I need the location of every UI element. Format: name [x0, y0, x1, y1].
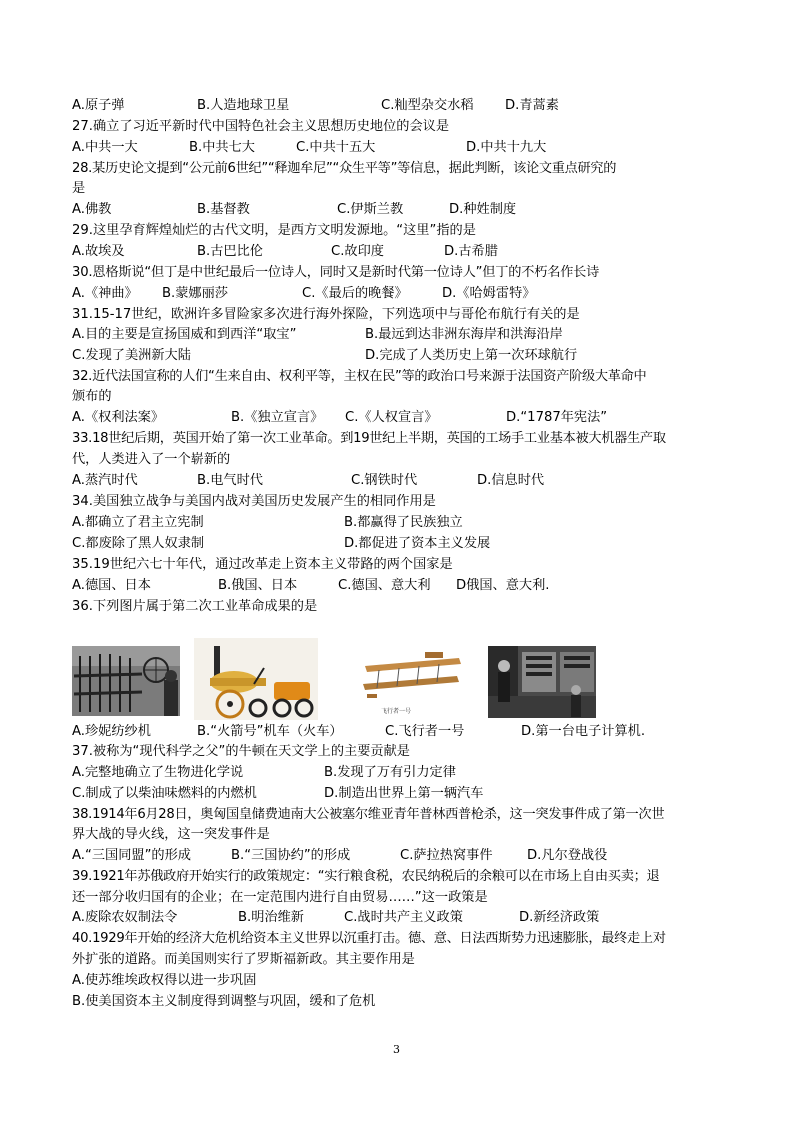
q26-option-c[interactable]: C.籼型杂交水稻 — [381, 98, 474, 113]
q39-stem-line2: 还一部分收归国有的企业；在一定范围内进行自由贸易……”这一政策是 — [72, 890, 488, 905]
q27-option-d[interactable]: D.中共十九大 — [466, 140, 547, 155]
q36-option-a[interactable]: A.珍妮纺纱机 — [72, 724, 151, 739]
q28-option-d[interactable]: D.种姓制度 — [449, 202, 517, 217]
q35-option-d[interactable]: D俄国、意大利. — [456, 578, 550, 593]
q33-option-d[interactable]: D.信息时代 — [477, 473, 545, 488]
q36-option-c[interactable]: C.飞行者一号 — [385, 724, 465, 739]
q31-option-d[interactable]: D.完成了人类历史上第一次环球航行 — [365, 348, 578, 363]
q31-option-b[interactable]: B.最远到达非洲东海岸和洪海沿岸 — [365, 327, 563, 342]
q37-option-c[interactable]: C.制成了以柴油味燃料的内燃机 — [72, 786, 257, 801]
q32-option-d[interactable]: D.“1787年宪法” — [506, 410, 608, 425]
q30-option-a[interactable]: A.《神曲》 — [72, 286, 138, 301]
q33-option-b[interactable]: B.电气时代 — [197, 473, 263, 488]
q40-stem-line2: 外扩张的道路。而美国则实行了罗斯福新政。其主要作用是 — [72, 952, 415, 967]
q31-option-c[interactable]: C.发现了美洲新大陆 — [72, 348, 191, 363]
q33-stem-line1: 33.18世纪后期，英国开始了第一次工业革命。到19世纪上半期，英国的工场手工业基本被大机器生产取 — [72, 431, 666, 446]
q36-option-b[interactable]: B.“火箭号”机车（火车） — [197, 724, 343, 739]
q38-stem-line1: 38.1914年6月28日，奥匈国皇储费迪南大公被塞尔维亚青年普林西普枪杀，这一突发事件成了第一次世 — [72, 807, 665, 822]
page-number: 3 — [393, 1043, 400, 1056]
eniac-computer-image — [488, 646, 596, 718]
q27-option-a[interactable]: A.中共一大 — [72, 140, 138, 155]
q38-option-a[interactable]: A.“三国同盟”的形成 — [72, 848, 191, 863]
wright-flyer-caption: 飞行者一号 — [381, 708, 412, 715]
q34-option-b[interactable]: B.都赢得了民族独立 — [344, 515, 463, 530]
rocket-locomotive-image — [194, 638, 318, 720]
q27-option-b[interactable]: B.中共七大 — [189, 140, 255, 155]
q30-option-b[interactable]: B.蒙娜丽莎 — [162, 286, 228, 301]
q30-option-c[interactable]: C.《最后的晚餐》 — [302, 286, 408, 301]
q29-option-a[interactable]: A.故埃及 — [72, 244, 125, 259]
q31-stem: 31.15-17世纪，欧洲许多冒险家多次进行海外探险，下列选项中与哥伦布航行有关的是 — [72, 307, 580, 322]
q39-option-b[interactable]: B.明治维新 — [238, 910, 304, 925]
q27-stem: 27.确立了习近平新时代中国特色社会主义思想历史地位的会议是 — [72, 119, 450, 134]
q28-stem-line1: 28.某历史论文提到“公元前6世纪”“释迦牟尼”“众生平等”等信息，据此判断，该论文重点研究的 — [72, 161, 617, 176]
q32-option-c[interactable]: C.《人权宣言》 — [345, 410, 438, 425]
q28-stem-line2: 是 — [72, 181, 86, 196]
q28-option-c[interactable]: C.伊斯兰教 — [337, 202, 404, 217]
q29-option-b[interactable]: B.古巴比伦 — [197, 244, 263, 259]
q38-stem-line2: 界大战的导火线，这一突发事件是 — [72, 827, 270, 842]
q32-stem-line1: 32.近代法国宣称的人们“生来自由、权利平等，主权在民”等的政治口号来源于法国资产阶级大革命中 — [72, 369, 647, 384]
q26-option-d[interactable]: D.青蒿素 — [505, 98, 559, 113]
q40-option-b[interactable]: B.使美国资本主义制度得到调整与巩固，缓和了危机 — [72, 994, 376, 1009]
q27-option-c[interactable]: C.中共十五大 — [296, 140, 376, 155]
q34-stem: 34.美国独立战争与美国内战对美国历史发展产生的相同作用是 — [72, 494, 436, 509]
q36-stem: 36.下列图片属于第二次工业革命成果的是 — [72, 599, 318, 614]
q35-stem: 35.19世纪六七十年代，通过改革走上资本主义带路的两个国家是 — [72, 557, 453, 572]
q32-option-b[interactable]: B.《独立宣言》 — [231, 410, 324, 425]
wright-flyer-image — [359, 650, 463, 720]
q33-option-a[interactable]: A.蒸汽时代 — [72, 473, 138, 488]
q28-option-a[interactable]: A.佛教 — [72, 202, 112, 217]
q28-option-b[interactable]: B.基督教 — [197, 202, 250, 217]
q31-option-a[interactable]: A.目的主要是宣扬国威和到西洋“取宝” — [72, 327, 297, 342]
q29-option-c[interactable]: C.故印度 — [331, 244, 384, 259]
q38-option-c[interactable]: C.萨拉热窝事件 — [400, 848, 493, 863]
q40-stem-line1: 40.1929年开始的经济大危机给资本主义世界以沉重打击。德、意、日法西斯势力迅速膨胀，最终走上对 — [72, 931, 666, 946]
q34-option-a[interactable]: A.都确立了君主立宪制 — [72, 515, 204, 530]
q38-option-d[interactable]: D.凡尔登战役 — [527, 848, 608, 863]
q26-option-b[interactable]: B.人造地球卫星 — [197, 98, 290, 113]
q38-option-b[interactable]: B.“三国协约”的形成 — [231, 848, 351, 863]
q30-stem: 30.恩格斯说“但丁是中世纪最后一位诗人，同时又是新时代第一位诗人”但丁的不朽名作长诗 — [72, 265, 600, 280]
q29-stem: 29.这里孕育辉煌灿烂的古代文明，是西方文明发源地。“这里”指的是 — [72, 223, 476, 238]
q35-option-a[interactable]: A.德国、日本 — [72, 578, 151, 593]
q40-option-a[interactable]: A.使苏维埃政权得以进一步巩固 — [72, 973, 257, 988]
q32-stem-line2: 颁布的 — [72, 389, 112, 404]
q32-option-a[interactable]: A.《权利法案》 — [72, 410, 165, 425]
q39-option-d[interactable]: D.新经济政策 — [519, 910, 600, 925]
q33-option-c[interactable]: C.钢铁时代 — [351, 473, 418, 488]
q34-option-c[interactable]: C.都废除了黑人奴隶制 — [72, 536, 205, 551]
q39-option-a[interactable]: A.废除农奴制法令 — [72, 910, 178, 925]
q26-option-a[interactable]: A.原子弹 — [72, 98, 125, 113]
q37-option-d[interactable]: D.制造出世界上第一辆汽车 — [324, 786, 484, 801]
q29-option-d[interactable]: D.古希腊 — [444, 244, 498, 259]
q37-option-a[interactable]: A.完整地确立了生物进化学说 — [72, 765, 244, 780]
q30-option-d[interactable]: D.《哈姆雷特》 — [442, 286, 536, 301]
q37-option-b[interactable]: B.发现了万有引力定律 — [324, 765, 456, 780]
q39-option-c[interactable]: C.战时共产主义政策 — [344, 910, 463, 925]
q35-option-c[interactable]: C.德国、意大利 — [338, 578, 431, 593]
q36-option-d[interactable]: D.第一台电子计算机. — [521, 724, 646, 739]
q37-stem: 37.被称为“现代科学之父”的牛顿在天文学上的主要贡献是 — [72, 744, 410, 759]
q35-option-b[interactable]: B.俄国、日本 — [218, 578, 298, 593]
spinning-jenny-image — [72, 646, 180, 716]
q34-option-d[interactable]: D.都促进了资本主义发展 — [344, 536, 491, 551]
q33-stem-line2: 代，人类进入了一个崭新的 — [72, 452, 231, 467]
q39-stem-line1: 39.1921年苏俄政府开始实行的政策规定：“实行粮食税，农民纳税后的余粮可以在市场上自由买卖；退 — [72, 869, 660, 884]
